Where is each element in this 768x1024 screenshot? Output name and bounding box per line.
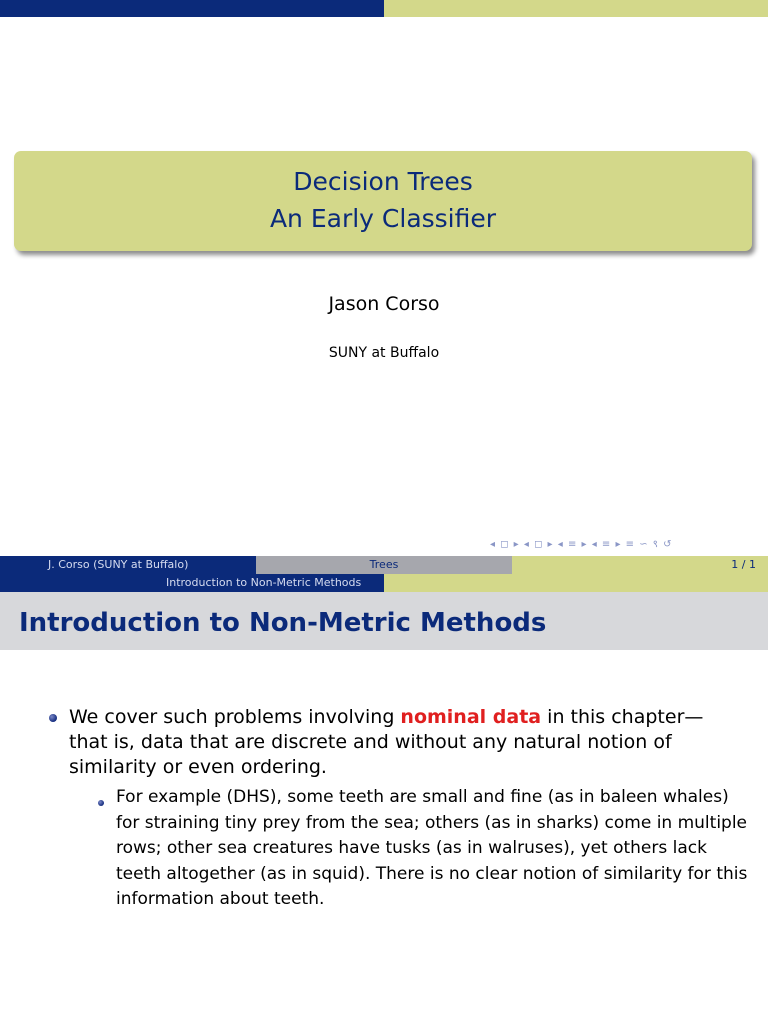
sub-bullet-icon xyxy=(98,800,104,806)
footer-author-text: J. Corso (SUNY at Buffalo) xyxy=(48,558,189,571)
bullet-text-2: For example (DHS), some teeth are small and fine (as in baleen whales) for straining tiny prey from the sea; others (as in sharks) come in multiple rows; other sea creatures have tusks (as in walruses), yet others lack teeth altogether (as in squid). There is no clear notion of similarity for this information about teeth. xyxy=(116,787,748,909)
highlight-term: nominal data xyxy=(400,706,542,728)
bullet-1-before: We cover such problems involving xyxy=(69,706,401,728)
top-bar-left xyxy=(0,0,384,17)
bullet-icon xyxy=(49,714,57,722)
top-bar-right xyxy=(384,0,768,17)
footer-author xyxy=(0,556,256,574)
footer-page xyxy=(512,556,768,574)
section-name[interactable]: Introduction to Non-Metric Methods xyxy=(166,576,362,589)
page-number: 1 / 1 xyxy=(731,558,756,571)
bullet-1-after: in this chapter—that is, data that are discrete and without any natural notion of similarity or even ordering. xyxy=(69,706,704,778)
section-bar-right xyxy=(384,574,768,592)
title-line-1: Decision Trees xyxy=(293,167,473,196)
title-line-2: An Early Classifier xyxy=(269,204,497,233)
author-name: Jason Corso xyxy=(328,293,440,315)
footer-title: Trees xyxy=(256,556,512,574)
title-box xyxy=(14,151,752,251)
navigation-symbols[interactable]: ◂ ◻ ▸ ◂ ◻ ▸ ◂ ≡ ▸ ◂ ≡ ▸ ≡ ∽ ९ ↺ xyxy=(490,539,673,550)
bullet-text-1 xyxy=(69,705,729,780)
frame-title: Introduction to Non-Metric Methods xyxy=(19,608,547,638)
institution: SUNY at Buffalo xyxy=(328,345,440,361)
